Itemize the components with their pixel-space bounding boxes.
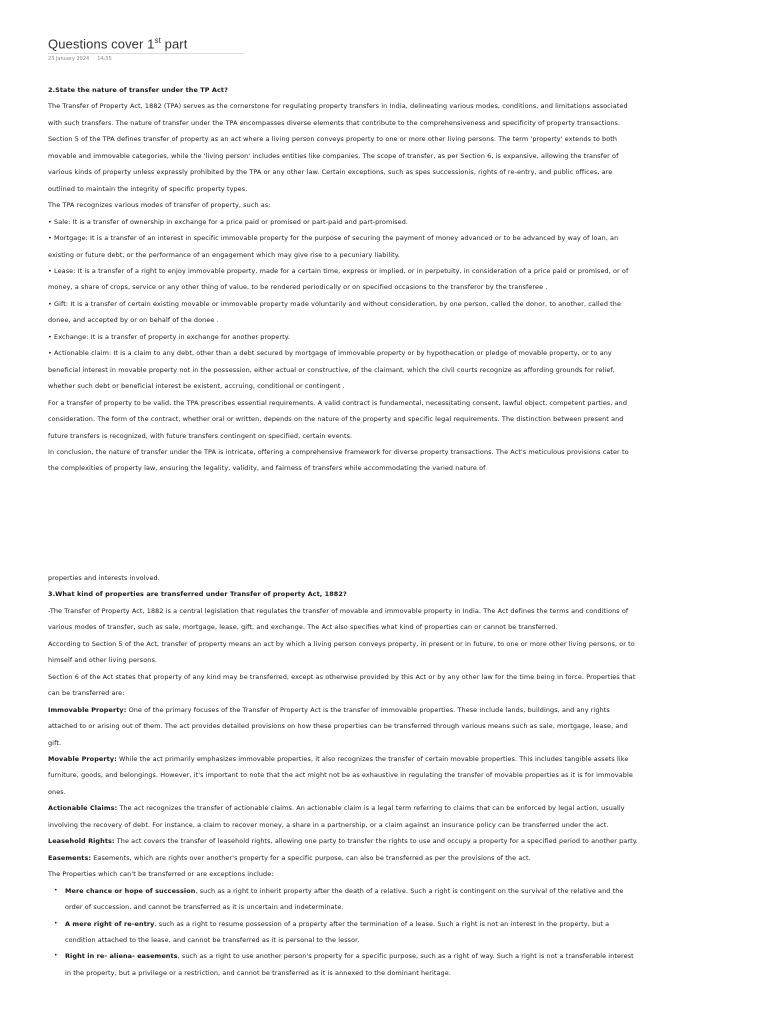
property-description: While the act primarily emphasizes immovable properties, it also recognizes the transfer of certain movable properties. This includes tangible assets like furniture, goods, and belongings. However, it's important to note that the act might not be as exhaustive in regulating the transfer of movable properties as it is for immovable ones. [48,754,633,796]
property-label: Actionable Claims: [48,804,118,813]
exception-label: Right in re- aliena- easements [65,952,178,961]
page-title [48,36,244,54]
question-2-section [48,82,640,477]
property-description: Easements, which are rights over another's property for a specific purpose, can also be transferred as per the provisions of the act. [91,853,531,862]
exception-label: A mere right of re-entry [65,919,155,928]
list-item [48,948,640,981]
mode-actionable-claim: • Actionable claim: It is a claim to any debt, other than a debt secured by mortgage of immovable property or by hypothecation or pledge of movable property, or to any beneficial interest in movable property not in the possession, either actual or constructive, of the claimant, which the civil courts recognize as affording grounds for relief, whether such debt or beneficial interest be existent, accruing, conditional or contingent . [48,349,615,391]
paragraph: The Transfer of Property Act, 1882 (TPA) serves as the cornerstone for regulating property transfers in India, delineating various modes, conditions, and limitations associated with such transfers. The nature of transfer under the TPA encompasses diverse elements that contribute to the comprehensiveness and specificity of property transactions. [48,102,628,127]
question-3-heading: 3.What kind of properties are transferred under Transfer of property Act, 1882? [48,590,347,599]
property-easements [48,850,640,866]
note-header [48,36,244,62]
property-label: Easements: [48,853,92,862]
paragraph: According to Section 5 of the Act, transfer of property means an act by which a living person conveys property, in present or in future, to one or more other living persons, or to himself and other living persons. [48,639,635,665]
page-title-superscript: st [154,36,161,45]
page-date: 23 January 2024 [48,56,90,63]
mode-lease: • Lease: It is a transfer of a right to enjoy immovable property, made for a certain time, express or implied, or in perpetuity, in consideration of a price paid or promised, or of money, a share of crops, service or any other thing of value, to be rendered periodically or on specified occasions to the transferor by the transferee . [48,266,629,292]
page-title-text: Questions cover 1 [48,36,155,52]
paragraph: -The Transfer of Property Act, 1882 is a central legislation that regulates the transfer of movable and immovable property in India. The Act defines the terms and conditions of various modes of transfer, such as sale, mortgage, lease, gift, and exchange. The Act also specifies what kind of properties can or cannot be transferred. [48,606,629,632]
page-timestamp [48,56,244,62]
property-immovable [48,702,640,751]
paragraph: Section 6 of the Act states that property of any kind may be transferred, except as otherwise provided by this Act or by any other law for the time being in force. Properties that can be transferred are: [48,672,636,698]
paragraph: In conclusion, the nature of transfer under the TPA is intricate, offering a comprehensive framework for diverse property transactions. The Act's meticulous provisions cater to the complexities of property law, ensuring the legality, validity, and fairness of transfers while accommodating the varied nature of [48,447,629,473]
paragraph: For a transfer of property to be valid, the TPA prescribes essential requirements. A valid contract is fundamental, necessitating consent, lawful object, competent parties, and consideration. The form of the contract, whether oral or written, depends on the nature of the property and specific legal requirements. The distinction between present and future transfers is recognized, with future transfers contingent on specified, certain events. [48,398,628,440]
list-item [48,883,640,916]
paragraph: The TPA recognizes various modes of transfer of property, such as: [48,201,271,210]
property-label: Leasehold Rights: [48,837,115,846]
paragraph-continuation: properties and interests involved. [48,574,160,582]
paragraph: Section 5 of the TPA defines transfer of property as an act where a living person conveys property to one or more other living persons. The term 'property' extends to both movable and immovable categories, while the 'living person' includes entities like companies. The scope of transfer, as per Section 6, is expansive, allowing the transfer of various kinds of property unless expressly prohibited by the TPA or any other law. Certain exceptions, such as spes successionis, rights of re-entry, and public offices, are outlined to maintain the integrity of specific property types. [48,135,619,193]
exceptions-list [48,883,640,982]
property-movable [48,751,640,800]
property-description: The act covers the transfer of leasehold rights, allowing one party to transfer the rights to use and occupy a property for a specified period to another party. [114,837,638,846]
list-item [48,916,640,949]
exception-description: , such as a right to resume possession of a property after the termination of a lease. Such a right is not an interest in the property, but a condition attached to the lease, and cannot be transferred as it is personal to the lessor. [65,919,610,944]
exception-label: Mere chance or hope of succession [65,886,196,895]
exception-description: , such as a right to inherit property after the death of a relative. Such a right is contingent on the survival of the relative and the order of succession, and cannot be transferred as it is uncertain and indeterminate. [65,886,624,912]
page-title-suffix: part [160,36,188,52]
paragraph: The Properties which can't be transferred or are exceptions include: [48,870,274,879]
property-description: The act recognizes the transfer of actionable claims. An actionable claim is a legal term referring to claims that can be enforced by legal action, usually involving the recovery of debt. For instance, a claim to recover money, a share in a partnership, or a claim against an insurance policy can be transferred under the act. [48,804,625,829]
mode-mortgage: • Mortgage: It is a transfer of an interest in specific immovable property for the purpose of securing the payment of money advanced or to be advanced by way of loan, an existing or future debt, or the performance of an engagement which may give rise to a pecuniary liability. [48,234,619,259]
property-label: Immovable Property: [48,705,127,714]
property-description: One of the primary focuses of the Transfer of Property Act is the transfer of immovable properties. These include lands, buildings, and any rights attached to or arising out of them. The act provides detailed provisions on how these properties can be transferred through various means such as sale, mortgage, lease, and gift. [48,705,628,747]
exception-description: , such as a right to use another person's property for a specific purpose, such as a right of way. Such a right is not a transferable interest in the property, but a privilege or a restriction, and cannot be transferred as it is annexed to the dominant heritage. [65,952,634,977]
mode-sale: • Sale: It is a transfer of ownership in exchange for a price paid or promised or part-paid and part-promised. [48,217,409,226]
property-actionable-claims [48,800,640,833]
property-label: Movable Property: [48,754,117,763]
mode-exchange: • Exchange: It is a transfer of property in exchange for another property. [48,332,290,341]
page-time: 14:35 [97,56,112,63]
question-3-section [48,570,640,981]
question-2-heading: 2.State the nature of transfer under the TP Act? [48,86,228,94]
property-leasehold-rights [48,833,640,849]
mode-gift: • Gift: It is a transfer of certain existing movable or immovable property made voluntarily and without consideration, by one person, called the donor, to another, called the donee, and accepted by or on behalf of the donee . [48,299,622,325]
